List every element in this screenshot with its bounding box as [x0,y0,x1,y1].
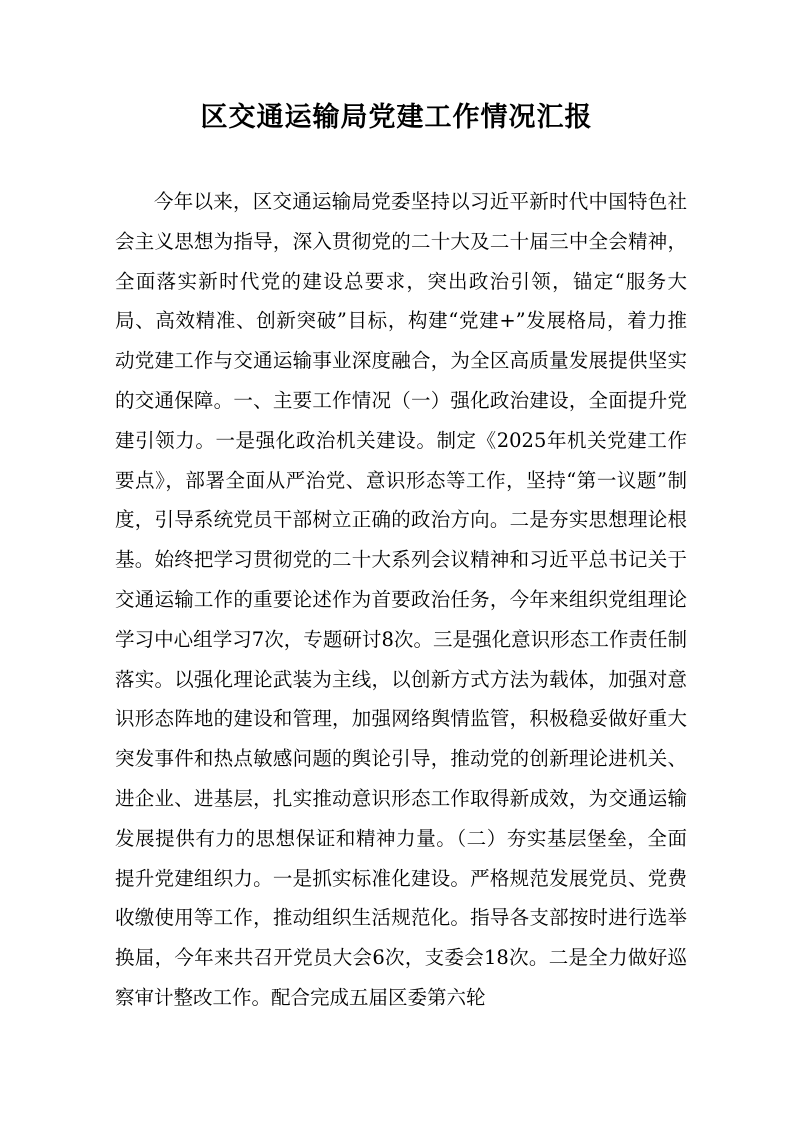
document-title: 区交通运输局党建工作情况汇报 [200,102,593,133]
body-paragraph: 今年以来，区交通运输局党委坚持以习近平新时代中国特色社会主义思想为指导，深入贯彻党的二十大及二十届三中全会精神，全面落实新时代党的建设总要求，突出政治引领，锚定“服务大局、高效精准、创新突破”目标，构建“党建+”发展格局，着力推动党建工作与交通运输事业深度融合，为全区高质量发展提供坚实的交通保障。一、主要工作情况（一）强化政治建设，全面提升党建引领力。一是强化政治机关建设。制定《2025年机关党建工作要点》，部署全面从严治党、意识形态等工作，坚持“第一议题”制度，引导系统党员干部树立正确的政治方向。二是夯实思想理论根基。始终把学习贯彻党的二十大系列会议精神和习近平总书记关于交通运输工作的重要论述作为首要政治任务，今年来组织党组理论学习中心组学习7次，专题研讨8次。三是强化意识形态工作责任制落实。以强化理论武装为主线，以创新方式方法为载体，加强对意识形态阵地的建设和管理，加强网络舆情监管，积极稳妥做好重大突发事件和热点敏感问题的舆论引导，推动党的创新理论进机关、进企业、进基层，扎实推动意识形态工作取得新成效，为交通运输发展提供有力的思想保证和精神力量。（二）夯实基层堡垒，全面提升党建组织力。一是抓实标准化建设。严格规范发展党员、党费收缴使用等工作，推动组织生活规范化。指导各支部按时进行选举换届，今年来共召开党员大会6次，支委会18次。二是全力做好巡察审计整改工作。配合完成五届区委第六轮 [115,190,687,1009]
